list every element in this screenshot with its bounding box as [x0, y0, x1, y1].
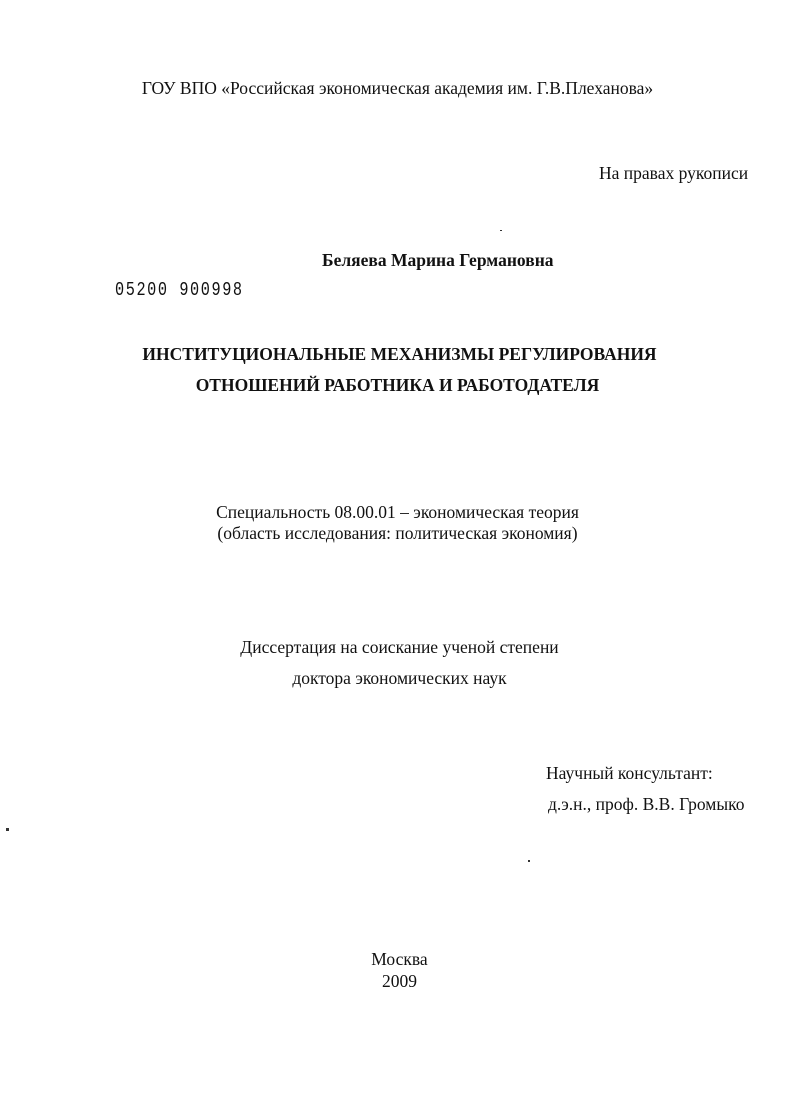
- title-line-1: ИНСТИТУЦИОНАЛЬНЫЕ МЕХАНИЗМЫ РЕГУЛИРОВАНИЯ: [142, 344, 657, 364]
- scan-speck: [500, 230, 502, 231]
- city: Москва: [371, 949, 428, 969]
- degree-line-2: доктора экономических наук: [292, 668, 507, 688]
- institution-name: ГОУ ВПО «Российская экономическая академия им. Г.В.Плеханова»: [141, 78, 654, 98]
- catalog-number: 05200 900998: [115, 279, 244, 301]
- specialty-line-2: (область исследования: политическая экономия): [217, 523, 578, 543]
- scan-speck: [528, 860, 530, 862]
- consultant-name: д.э.н., проф. В.В. Громыко: [548, 794, 745, 814]
- manuscript-note: На правах рукописи: [599, 163, 749, 183]
- year: 2009: [382, 971, 417, 991]
- specialty-line-1: Специальность 08.00.01 – экономическая теория: [216, 502, 579, 522]
- degree-line-1: Диссертация на соискание ученой степени: [240, 637, 559, 657]
- consultant-label: Научный консультант:: [546, 763, 713, 783]
- author-name: Беляева Марина Германовна: [322, 250, 554, 270]
- title-line-2: ОТНОШЕНИЙ РАБОТНИКА И РАБОТОДАТЕЛЯ: [195, 375, 600, 395]
- scan-speck: [6, 828, 9, 831]
